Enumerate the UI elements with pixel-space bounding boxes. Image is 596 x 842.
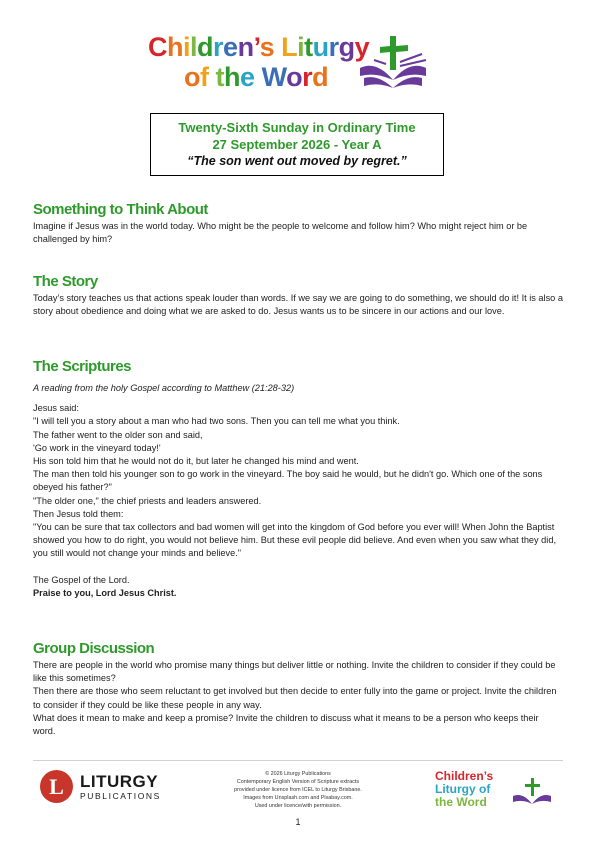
- discussion-line: There are people in the world who promise many things but deliver little or nothing. Invite the children to consider if they could be like this sometimes?: [33, 660, 556, 684]
- liturgy-logo-icon: L: [40, 770, 73, 803]
- logo-letter: d: [312, 62, 329, 92]
- logo-letter: i: [297, 32, 305, 62]
- logo-letter: s: [259, 32, 275, 62]
- section-heading: The Scriptures: [33, 358, 132, 375]
- scripture-line: Jesus said:: [33, 403, 79, 414]
- logo-title-line2: [184, 62, 328, 93]
- section-heading: The Story: [33, 273, 98, 290]
- logo-letter: o: [184, 62, 200, 92]
- footer-divider: [33, 760, 563, 761]
- scripture-line: Then Jesus told them:: [33, 508, 124, 519]
- gospel-response: Praise to you, Lord Jesus Christ.: [33, 587, 177, 598]
- logo-letter: y: [354, 32, 370, 62]
- logo-letter: o: [286, 62, 303, 92]
- scripture-line: "The older one," the chief priests and leaders answered.: [33, 495, 262, 506]
- logo-letter: d: [197, 32, 214, 62]
- scripture-line: The man then told his younger son to go work in the vineyard. The boy said he would, but he didn't go. Which one of the sons obeyed his father?": [33, 469, 543, 493]
- scripture-line: 'Go work in the vineyard today!': [33, 442, 161, 453]
- discussion-text: [33, 659, 563, 738]
- logo-letter: g: [338, 32, 355, 62]
- section-text: Imagine if Jesus was in the world today. Who might be the people to welcome and follow him? Who might reject him or be challenged by him?: [33, 221, 528, 245]
- logo-letter: r: [328, 32, 339, 62]
- logo-letter: r: [213, 32, 224, 62]
- logo-letter: L: [281, 32, 298, 62]
- section-think: [33, 201, 563, 246]
- title-box: [150, 113, 444, 176]
- small-logo-line3: the Word: [435, 795, 487, 809]
- logo-letter: i: [183, 32, 191, 62]
- sunday-title: Twenty-Sixth Sunday in Ordinary Time: [178, 120, 416, 135]
- logo-letter: t: [304, 32, 313, 62]
- section-discussion: [33, 640, 563, 738]
- gospel-closing: The Gospel of the Lord.: [33, 574, 130, 585]
- page-number: 1: [295, 817, 301, 827]
- section-scriptures: [33, 358, 563, 600]
- logo-letter: h: [167, 32, 183, 62]
- liturgy-brand: LITURGY: [80, 772, 159, 791]
- scripture-text: [33, 402, 563, 560]
- logo-letter: f: [200, 62, 209, 92]
- childrens-liturgy-logo: [148, 32, 458, 92]
- logo-title-line1: [148, 32, 369, 63]
- theme-quote: “The son went out moved by regret.”: [187, 154, 407, 168]
- small-logo-line1: Children’s: [435, 769, 494, 783]
- cross-book-icon: [511, 776, 555, 810]
- section-story: [33, 273, 563, 318]
- discussion-line: What does it mean to make and keep a promise? Invite the children to discuss what it means to be a person who keeps their word.: [33, 712, 539, 737]
- discussion-line: Then there are those who seem reluctant to get involved but then decide to enter fully into the game or project. Invite the children to consider if they could be like these people in any way.: [33, 686, 557, 710]
- logo-letter: l: [190, 32, 198, 62]
- logo-letter: h: [224, 62, 241, 92]
- credit-line: Images from Unsplash.com and Pixabay.com.: [243, 795, 353, 801]
- logo-letter: e: [240, 62, 255, 92]
- logo-letter: t: [215, 62, 225, 92]
- section-heading: Something to Think About: [33, 201, 208, 218]
- footer-credits: [215, 770, 381, 810]
- cross-book-icon: [356, 32, 456, 94]
- logo-letter: ’: [253, 32, 260, 62]
- scripture-line: His son told him that he would not do it, but later he changed his mind and went.: [33, 456, 359, 467]
- logo-letter: r: [302, 62, 313, 92]
- logo-letter: u: [312, 32, 329, 62]
- small-logo-line2: Liturgy of: [435, 782, 491, 796]
- logo-letter: [255, 62, 262, 92]
- date-year: 27 September 2026 - Year A: [212, 137, 382, 152]
- logo-letter: e: [223, 32, 238, 62]
- reading-intro: A reading from the holy Gospel according to Matthew (21:28-32): [33, 383, 295, 393]
- section-heading: Group Discussion: [33, 640, 155, 657]
- logo-letter: n: [237, 32, 254, 62]
- scripture-line: "You can be sure that tax collectors and bad women will get into the kingdom of God before you ever will! When John the Baptist showed you how to do right, you would not believe him. But these evil people did believe. And even when you saw what they did, you still would not change your minds and believe.": [33, 522, 556, 559]
- credit-line: Used under licence/with permission.: [254, 803, 342, 809]
- credit-line: © 2026 Liturgy Publications: [265, 771, 331, 777]
- credit-line: provided under licence from ICEL to Liturgy Brisbane.: [234, 787, 362, 793]
- scripture-line: The father went to the older son and said,: [33, 429, 203, 440]
- logo-letter: C: [148, 32, 167, 62]
- liturgy-publications-logo: [40, 770, 170, 804]
- scripture-line: "I will tell you a story about a man who had two sons. Then you can tell me what you think.: [33, 416, 400, 427]
- logo-letter: [209, 62, 216, 92]
- childrens-liturgy-small-logo: [433, 770, 558, 815]
- liturgy-brand-sub: PUBLICATIONS: [80, 791, 161, 801]
- logo-letter: W: [261, 62, 287, 92]
- section-text: Today’s story teaches us that actions speak louder than words. If we say we are going to do something, we should do it! It is also a story about obedience and doing what we are asked to do. Jesus wants us to be sincere in our actions and our love.: [33, 293, 563, 317]
- credit-line: Contemporary English Version of Scripture extracts: [236, 779, 360, 785]
